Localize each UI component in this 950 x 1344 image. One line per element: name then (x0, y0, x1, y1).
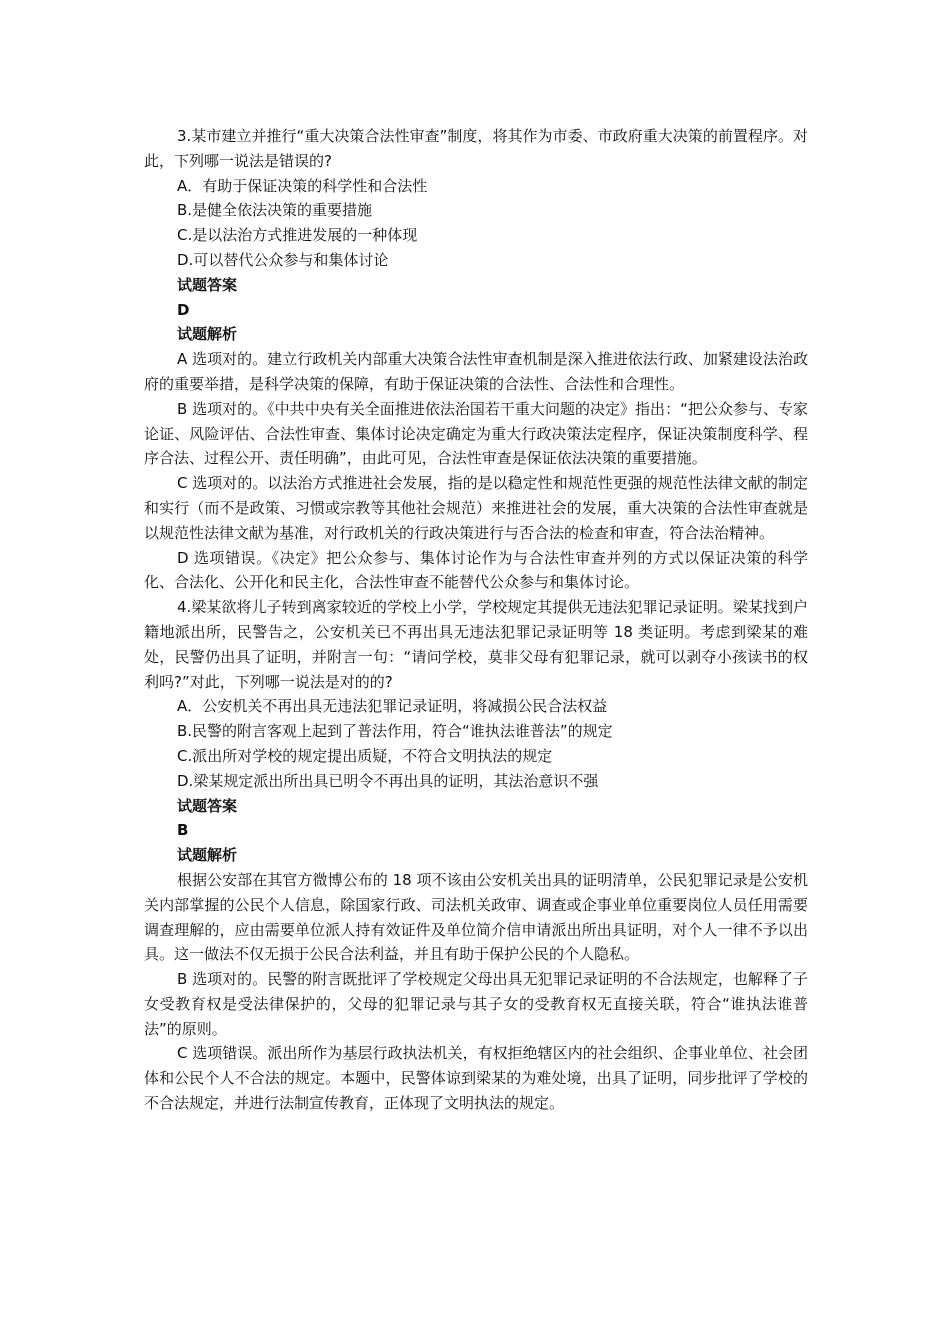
question-4-option-a: A．公安机关不再出具无违法犯罪记录证明，将减损公民合法权益 (177, 697, 608, 716)
question-3-answer: D (177, 300, 190, 319)
question-3-option-a: A．有助于保证决策的科学性和合法性 (177, 176, 428, 195)
question-3-analysis-c: C 选项对的。以法治方式推进社会发展，指的是以稳定性和规范性更强的规范性法律文献的制定和实行（而不是政策、习惯或宗教等其他社会规范）来推进社会的发展，重大决策的合法性审查就是以规范性法律文献为基准，对行政机关的行政决策进行与否合法的检查和审查，符合法治精神。 (144, 474, 808, 542)
question-3-option-b: B.是健全依法决策的重要措施 (177, 201, 373, 220)
question-3-answer-heading: 试题答案 (177, 275, 238, 294)
question-3-option-c: C.是以法治方式推进发展的一种体现 (177, 226, 418, 245)
question-4-analysis-c: C 选项错误。派出所作为基层行政执法机关，有权拒绝辖区内的社会组织、企事业单位、社会团体和公民个人不合法的规定。本题中，民警体谅到梁某的为难处境，出具了证明，同步批评了学校的不合法规定，并进行法制宣传教育，正体现了文明执法的规定。 (144, 1044, 808, 1113)
question-4-stem: 4.梁某欲将儿子转到离家较近的学校上小学，学校规定其提供无违法犯罪记录证明。梁某找到户籍地派出所，民警告之，公安机关已不再出具无违法犯罪记录证明等 18 类证明。考虑到梁某的难处，民警仍出具了证明，并附言一句：“请问学校，莫非父母有犯罪记录，就可以剥夺小孩读书的权利吗?”对此，下列哪一说法是对的的? (144, 598, 808, 691)
question-4-analysis-intro: 根据公安部在其官方微博公布的 18 项不该由公安机关出具的证明清单，公民犯罪记录是公安机关内部掌握的公民个人信息，除国家行政、司法机关政审、调查或企事业单位重要岗位人员任用需要调查理解的，应由需要单位派人持有效证件及单位简介信申请派出所出具证明，对个人一律不予以出具。这一做法不仅无损于公民合法利益，并且有助于保护公民的个人隐私。 (144, 870, 808, 964)
question-4-option-c: C.派出所对学校的规定提出质疑，不符合文明执法的规定 (177, 746, 553, 765)
question-4-answer-heading: 试题答案 (177, 796, 238, 815)
question-4-analysis-heading: 试题解析 (177, 846, 238, 865)
document-page (144, 124, 808, 1116)
question-3-analysis-a: A 选项对的。建立行政机关内部重大决策合法性审查机制是深入推进依法行政、加紧建设法治政府的重要举措，是科学决策的保障，有助于保证决策的合法性、合法性和合理性。 (144, 350, 808, 393)
question-3-stem: 3.某市建立并推行“重大决策合法性审查”制度，将其作为市委、市政府重大决策的前置程序。对此，下列哪一说法是错误的? (144, 127, 808, 170)
question-3-analysis-d: D 选项错误。《决定》把公众参与、集体讨论作为与合法性审查并列的方式以保证决策的科学化、合法化、公开化和民主化，合法性审查不能替代公众参与和集体讨论。 (144, 548, 808, 592)
question-4-analysis-b: B 选项对的。民警的附言既批评了学校规定父母出具无犯罪记录证明的不合法规定，也解释了子女受教育权是受法律保护的，父母的犯罪记录与其子女的受教育权无直接关联，符合“谁执法谁普法”的原则。 (144, 970, 808, 1038)
question-3-option-d: D.可以替代公众参与和集体讨论 (177, 250, 389, 269)
question-3-analysis-heading: 试题解析 (177, 325, 238, 344)
question-4-option-d: D.梁某规定派出所出具已明令不再出具的证明，其法治意识不强 (177, 771, 599, 790)
question-3-analysis-b: B 选项对的。《中共中央有关全面推进依法治国若干重大问题的决定》指出：“把公众参与、专家论证、风险评估、合法性审查、集体讨论决定确定为重大行政决策法定程序，保证决策制度科学、程序合法、过程公开、责任明确”，由此可见，合法性审查是保证依法决策的重要措施。 (144, 399, 808, 468)
question-4-option-b: B.民警的附言客观上起到了普法作用，符合“谁执法谁普法”的规定 (177, 722, 613, 741)
question-4-answer: B (177, 821, 189, 840)
